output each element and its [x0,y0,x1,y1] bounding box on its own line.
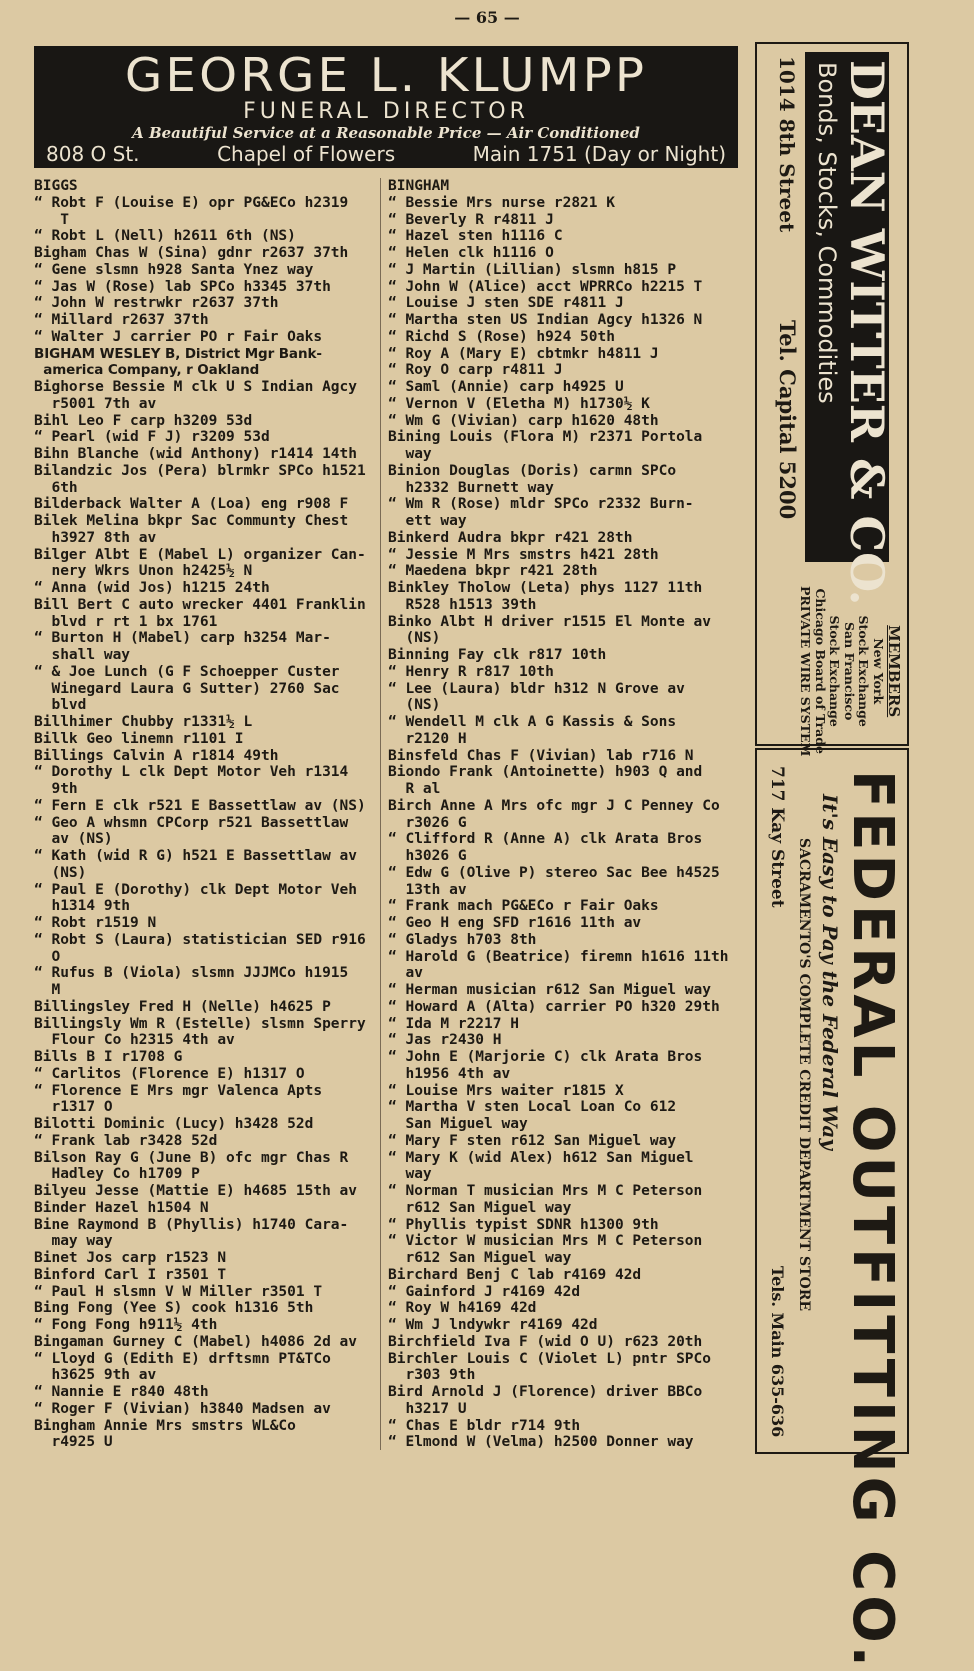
directory-entry: “ Martha sten US Indian Agcy h1326 N [388,312,703,328]
directory-entry: ett way [388,513,467,529]
directory-entry: “ Walter J carrier PO r Fair Oaks [34,328,323,345]
directory-entry: Bill Bert C auto wrecker 4401 Franklin [34,596,366,613]
directory-entry: “ Roy A (Mary E) cbtmkr h4811 J [388,345,659,362]
directory-entry: O [34,948,61,965]
directory-entry: h3625 9th av [34,1367,157,1384]
column-divider [380,178,381,1450]
directory-entry: BINGHAM [388,178,450,194]
directory-entry: “ Jas r2430 H [388,1032,502,1049]
directory-entry: blvd [34,697,87,714]
directory-entry: h1956 4th av [388,1065,511,1082]
directory-entry: “ Gainford J r4169 42d [388,1283,581,1300]
member-item: Chicago Board of Trade [813,588,828,754]
directory-entry: “ Wm G (Vivian) carp h1620 48th [388,412,659,429]
directory-column-right [388,178,740,1451]
member-item: New York [871,638,886,705]
directory-entry: (NS) [388,630,441,647]
directory-entry: Birchfield Iva F (wid O U) r623 20th [388,1333,703,1350]
dean-witter-phone: Tel. Capital 5200 [775,320,800,520]
directory-entry: BIGHAM WESLEY B, District Mgr Bank- [34,345,322,362]
klumpp-address: 808 O St. [46,142,140,166]
directory-entry: “ Louise Mrs waiter r1815 X [388,1082,624,1099]
directory-column-left [34,178,376,1451]
members-heading: MEMBERS [885,625,903,718]
page-number: — 65 — [454,8,520,27]
directory-entry: h3026 G [388,848,467,864]
directory-entry: r5001 7th av [34,395,157,412]
directory-entry: BIGGS [34,178,78,194]
klumpp-slogan: A Beautiful Service at a Reasonable Price — Air Conditioned [132,124,640,142]
directory-entry: “ Geo H eng SFD r1616 11th av [388,915,642,931]
directory-entry: Binkerd Audra bkpr r421 28th [388,529,633,546]
directory-entry: “ Robt S (Laura) statistician SED r916 [34,931,366,948]
directory-entry: “ Robt L (Nell) h2611 6th (NS) [34,228,296,245]
directory-entry: “ Roy O carp r4811 J [388,362,563,379]
directory-entry: Bining Louis (Flora M) r2371 Portola [388,429,703,446]
klumpp-title: FUNERAL DIRECTOR [243,99,529,124]
directory-entry: “ Gladys h703 8th [388,931,537,948]
federal-address: 717 Kay Street [767,766,787,908]
directory-entry: Bihn Blanche (wid Anthony) r1414 14th [34,446,358,462]
directory-entry: “ Maedena bkpr r421 28th [388,563,598,580]
directory-entry: Binet Jos carp r1523 N [34,1250,227,1266]
directory-entry: “ Howard A (Alta) carrier PO h320 29th [388,998,720,1015]
directory-entry: “ Saml (Annie) carp h4925 U [388,379,624,395]
directory-entry: “ Dorothy L clk Dept Motor Veh r1314 [34,764,349,781]
directory-entry: r4925 U [34,1434,113,1451]
directory-entry: america Company, r Oakland [34,362,260,379]
directory-entry: Winegard Laura G Sutter) 2760 Sac [34,680,340,697]
directory-entry: r2120 H [388,730,467,747]
directory-entry: Biondo Frank (Antoinette) h903 Q and [388,764,703,781]
directory-entry: Bingaman Gurney C (Mabel) h4086 2d av [34,1333,358,1350]
directory-entry: San Miguel way [388,1116,528,1132]
directory-entry: R al [388,781,441,797]
directory-entry: “ John W restrwkr r2637 37th [34,295,279,312]
dean-witter-members [798,586,903,756]
directory-entry: “ Frank lab r3428 52d [34,1132,218,1149]
directory-entry: “ Mary F sten r612 San Miguel way [388,1132,677,1149]
directory-entry: Billk Geo linemn r1101 I [34,730,244,747]
directory-entry: r3026 G [388,814,467,831]
directory-entry: Binder Hazel h1504 N [34,1199,209,1216]
directory-entry: “ John W (Alice) acct WPRRCo h2215 T [388,278,703,295]
directory-entry: av (NS) [34,831,113,848]
directory-entry: “ Herman musician r612 San Miguel way [388,982,712,998]
directory-entry: “ Wm J lndywkr r4169 42d [388,1317,598,1333]
federal-slogan: It's Easy to Pay the Federal Way [818,794,842,1150]
directory-entry: Bilyeu Jesse (Mattie E) h4685 15th av [34,1183,358,1199]
directory-entry: way [388,1166,432,1183]
directory-entry: may way [34,1233,113,1250]
directory-entry: “ Rufus B (Viola) slsmn JJJMCo h1915 [34,965,349,982]
directory-entry: r612 San Miguel way [388,1199,572,1216]
directory-entry: “ Beverly R r4811 J [388,211,554,228]
dean-witter-name: DEAN WITTER & CO. [840,60,894,606]
directory-entry: Binion Douglas (Doris) carmn SPCo [388,462,677,479]
directory-entry: h2332 Burnett way [388,479,554,496]
directory-entry: “ Millard r2637 37th [34,312,209,328]
directory-entry: “ Jessie M Mrs smstrs h421 28th [388,546,659,563]
directory-entry: “ Richd S (Rose) h924 50th [388,328,615,345]
directory-entry: Birchard Benj C lab r4169 42d [388,1266,642,1283]
directory-entry: “ Wendell M clk A G Kassis & Sons [388,714,677,730]
directory-entry: “ Clifford R (Anne A) clk Arata Bros [388,831,703,848]
directory-entry: “ Paul E (Dorothy) clk Dept Motor Veh [34,881,358,898]
directory-entry: 6th [34,479,78,496]
directory-entry: R528 h1513 39th [388,596,537,613]
directory-entry: Binko Albt H driver r1515 El Monte av [388,613,712,630]
directory-entry: Bilson Ray G (June B) ofc mgr Chas R [34,1149,349,1166]
klumpp-name: GEORGE L. KLUMPP [124,48,648,102]
directory-entry: nery Wkrs Unon h2425½ N [34,563,253,580]
directory-entry: Bills B I r1708 G [34,1049,183,1065]
directory-entry: av [388,965,423,982]
directory-entry: 13th av [388,881,467,898]
directory-entry: (NS) [388,697,441,714]
directory-entry: (NS) [34,864,87,881]
directory-entry: r1317 O [34,1099,113,1116]
directory-entry: Bilek Melina bkpr Sac Communty Chest [34,513,349,529]
directory-entry: “ Helen clk h1116 O [388,245,554,261]
directory-entry: “ Nannie E r840 48th [34,1384,209,1400]
directory-entry: Billingsley Fred H (Nelle) h4625 P [34,998,331,1015]
klumpp-phone: Main 1751 (Day or Night) [472,142,726,166]
directory-entry: Bihl Leo F carp h3209 53d [34,412,253,429]
directory-entry: “ Chas E bldr r714 9th [388,1417,581,1434]
directory-entry: shall way [34,647,131,663]
directory-entry: “ Robt F (Louise E) opr PG&ECo h2319 [34,194,349,211]
federal-name: FEDERAL OUTFITTING CO. [840,770,905,1671]
directory-entry: h1314 9th [34,898,131,915]
directory-entry: 9th [34,781,78,797]
directory-entry: “ Fong Fong h911½ 4th [34,1317,218,1333]
directory-entry: Flour Co h2315 4th av [34,1032,235,1049]
directory-entry: Bine Raymond B (Phyllis) h1740 Cara- [34,1216,349,1233]
directory-entry: Bingham Annie Mrs smstrs WL&Co [34,1417,296,1434]
klumpp-funeral-ad [34,46,738,168]
directory-entry: “ Jas W (Rose) lab SPCo h3345 37th [34,278,331,295]
directory-entry: “ Lloyd G (Edith E) drftsmn PT&TCo [34,1350,331,1367]
directory-entry: “ Burton H (Mabel) carp h3254 Mar- [34,630,331,647]
directory-entry: “ Roger F (Vivian) h3840 Madsen av [34,1400,331,1417]
directory-entry: “ Mary K (wid Alex) h612 San Miguel [388,1149,694,1166]
directory-entry: “ Roy W h4169 42d [388,1300,537,1317]
directory-entry: “ Norman T musician Mrs M C Peterson [388,1183,703,1199]
directory-entry: “ Hazel sten h1116 C [388,228,563,245]
directory-entry: h3927 8th av [34,529,157,546]
directory-entry: r612 San Miguel way [388,1250,572,1266]
directory-entry: Bilotti Dominic (Lucy) h3428 52d [34,1116,314,1132]
directory-entry: “ Fern E clk r521 E Bassettlaw av (NS) [34,797,366,814]
federal-outfitting-ad [755,748,909,1671]
directory-entry: “ Florence E Mrs mgr Valenca Apts [34,1082,323,1099]
directory-entry: Birchler Louis C (Violet L) pntr SPCo [388,1350,712,1367]
member-item: Stock Exchange [827,615,843,727]
directory-entry: “ Anna (wid Jos) h1215 24th [34,580,270,596]
directory-entry: “ Henry R r817 10th [388,663,554,680]
directory-entry: h3217 U [388,1400,467,1417]
member-item: PRIVATE WIRE SYSTEM [798,586,814,757]
directory-entry: “ Louise J sten SDE r4811 J [388,295,624,312]
directory-entry: “ Robt r1519 N [34,915,157,931]
directory-entry: “ Edw G (Olive P) stereo Sac Bee h4525 [388,864,720,881]
directory-entry: Bird Arnold J (Florence) driver BBCo [388,1384,703,1400]
directory-entry: Bilger Albt E (Mabel L) organizer Can- [34,546,366,563]
directory-entry: “ Carlitos (Florence E) h1317 O [34,1065,305,1082]
dean-witter-address: 1014 8th Street [775,56,799,233]
directory-entry: Bigham Chas W (Sina) gdnr r2637 37th [34,245,349,261]
directory-entry: Billhimer Chubby r1331½ L [34,714,253,730]
directory-entry: “ Lee (Laura) bldr h312 N Grove av [388,680,685,697]
directory-entry: Bilderback Walter A (Loa) eng r908 F [34,496,349,513]
federal-phones: Tels. Main 635-636 [768,1266,787,1438]
directory-entry: “ Phyllis typist SDNR h1300 9th [388,1216,659,1233]
dean-witter-subtitle: Bonds, Stocks, Commodities [813,62,841,404]
directory-entry: Bing Fong (Yee S) cook h1316 5th [34,1300,314,1317]
directory-entry: Binning Fay clk r817 10th [388,647,607,663]
directory-entry: Binsfeld Chas F (Vivian) lab r716 N [388,747,694,764]
directory-entry: “ Pearl (wid F J) r3209 53d [34,429,270,446]
directory-entry: “ Frank mach PG&ECo r Fair Oaks [388,898,659,915]
directory-entry: r303 9th [388,1367,476,1384]
directory-entry: Hadley Co h1709 P [34,1166,200,1183]
directory-entry: “ Paul H slsmn V W Miller r3501 T [34,1283,323,1300]
directory-entry: Birch Anne A Mrs ofc mgr J C Penney Co [388,797,720,814]
directory-entry: blvd r rt 1 bx 1761 [34,613,218,630]
directory-entry: Billingsly Wm R (Estelle) slsmn Sperry [34,1015,366,1032]
klumpp-chapel: Chapel of Flowers [217,142,396,166]
directory-entry: “ Gene slsmn h928 Santa Ynez way [34,261,314,278]
dean-witter-ad [755,42,909,757]
directory-entry: Binford Carl I r3501 T [34,1266,227,1283]
directory-entry: “ Harold G (Beatrice) firemn h1616 11th [388,948,729,965]
klumpp-contact-row [46,141,726,167]
directory-entry: T [34,211,69,228]
directory-entry: “ Elmond W (Velma) h2500 Donner way [388,1434,694,1451]
member-item: Stock Exchange [856,615,872,727]
directory-entry: “ Ida M r2217 H [388,1015,519,1032]
directory-entry: “ Martha V sten Local Loan Co 612 [388,1099,677,1116]
federal-tagline: SACRAMENTO'S COMPLETE CREDIT DEPARTMENT STORE [796,838,812,1312]
directory-entry: “ & Joe Lunch (G F Schoepper Custer [34,663,340,680]
member-item: San Francisco [842,622,857,721]
directory-entry: “ Wm R (Rose) mldr SPCo r2332 Burn- [388,496,694,513]
directory-entry: Billings Calvin A r1814 49th [34,747,279,764]
directory-entry: Bighorse Bessie M clk U S Indian Agcy [34,379,358,395]
directory-entry: “ Bessie Mrs nurse r2821 K [388,194,615,211]
directory-entry: way [388,446,432,462]
directory-entry: “ J Martin (Lillian) slsmn h815 P [388,261,677,278]
directory-entry: “ Vernon V (Eletha M) h1730½ K [388,395,650,412]
directory-entry: “ Geo A whsmn CPCorp r521 Bassettlaw [34,814,349,831]
directory-entry: “ Kath (wid R G) h521 E Bassettlaw av [34,848,358,864]
directory-entry: “ John E (Marjorie C) clk Arata Bros [388,1049,703,1065]
directory-entry: “ Victor W musician Mrs M C Peterson [388,1233,703,1250]
directory-entry: Binkley Tholow (Leta) phys 1127 11th [388,580,703,596]
directory-entry: Bilandzic Jos (Pera) blrmkr SPCo h1521 [34,462,366,479]
directory-entry: M [34,982,61,998]
